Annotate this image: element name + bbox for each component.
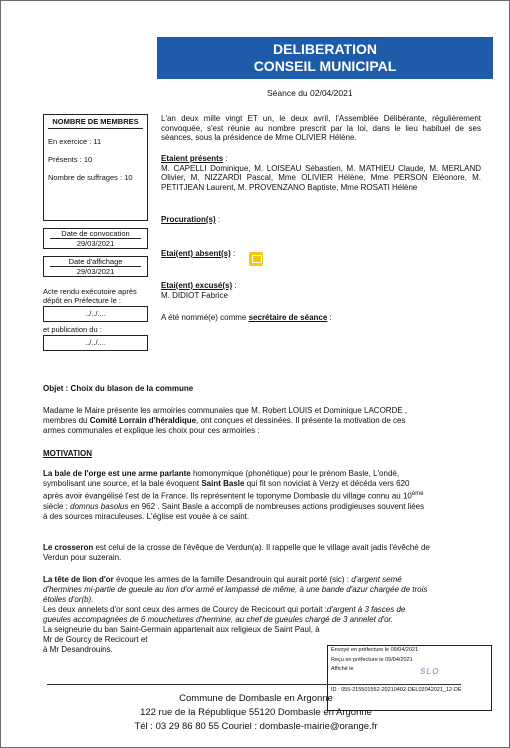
crosseron-line1 bbox=[43, 543, 479, 553]
lion-t4: Les deux annelets d'or sont ceux des armes de Courcy de Recicourt qui portait : bbox=[43, 605, 327, 614]
crosseron-line2: Verdun pour suzerain. bbox=[43, 553, 122, 562]
presents-list: M. CAPELLI Dominique, M. LOISEAU Sébastien, M. MATHIEU Claude, M. MERLAND Olivier, M. NIZZARDI Pascal, Mme OLIVIER Hélène, Mme PERSON Eléonore, M. PETITJEAN Laurent, M. PROVENZANO Baptiste, Mme ROSATI Hélène bbox=[161, 163, 481, 192]
bale-t4c: en 962 . Saint Basle a accompli de nombreuses actions prodigieuses souvent liées bbox=[128, 501, 425, 511]
motivation-heading bbox=[43, 449, 479, 459]
convocation-date: 29/03/2021 bbox=[76, 239, 115, 248]
footer-line2: 122 rue de la République 55120 Dombasle en Argonne bbox=[140, 707, 372, 718]
secretaire-prefix: A été nommé(e) comme bbox=[161, 313, 249, 322]
excuse-sep: : bbox=[232, 281, 237, 290]
comite-name: Comité Lorrain d'héraldique bbox=[89, 416, 197, 425]
bale-line3 bbox=[43, 489, 479, 502]
bale-bold: La bale de l'orge est une arme parlante bbox=[43, 469, 191, 478]
intro-paragraph: L'an deux mille vingt ET un, le deux avril, l'Assemblée Délibérante, régulièrement convoquée, s'est réunie au nombre prescrit par la loi, dans le lieu habituel de ses séances, sous la présidence de Mme OLIVIER Hélène. bbox=[161, 114, 481, 143]
bale-line4 bbox=[43, 502, 479, 512]
absent-sep: : bbox=[230, 249, 236, 258]
members-box bbox=[43, 114, 148, 221]
acte-text: Acte rendu exécutoire après dépôt en Préfecture le : bbox=[43, 287, 137, 305]
seance-date: Séance du 02/04/2021 bbox=[267, 88, 353, 98]
lion-line7: à Mr Desandrouins. bbox=[43, 645, 113, 654]
lion-line3: étoiles d'or(b). bbox=[43, 595, 94, 604]
presentation-paragraph bbox=[43, 406, 479, 436]
bale-line2 bbox=[43, 479, 479, 489]
deliberation-banner bbox=[157, 37, 493, 79]
bale-line1 bbox=[43, 469, 479, 479]
presents-section bbox=[161, 154, 481, 192]
bale-line5: à des sources miraculeuses. L'église est vouée à ce saint. bbox=[43, 511, 250, 521]
affichage-box bbox=[43, 256, 148, 277]
domnus-basolus: domnus basolus bbox=[70, 501, 129, 511]
stamp-affiche: Affiché le bbox=[331, 666, 354, 672]
procuration-section bbox=[161, 215, 481, 225]
footer-line1: Commune de Dombasle en Argonne bbox=[179, 693, 333, 704]
presentation-line1: Madame le Maire présente les armoiries communales que M. Robert LOUIS et Dominique LACORDE , bbox=[43, 406, 408, 415]
comment-icon[interactable] bbox=[249, 252, 263, 266]
crosseron-paragraph bbox=[43, 543, 479, 563]
presentation-line2 bbox=[43, 416, 479, 426]
lion-t1: évoque les armes de la famille Desandrouin qui aurait porté (sic) : bbox=[113, 575, 352, 584]
lion-line6: La seigneurie du ban Saint-Germain appartenait aux religieux de Saint Paul, à Mr de Gourcy de Recicourt et bbox=[43, 625, 320, 644]
convocation-label: Date de convocation bbox=[50, 229, 141, 239]
stamp-recu: Reçu en préfecture le 09/04/2021 bbox=[331, 656, 413, 663]
lion-paragraph bbox=[43, 575, 479, 655]
members-presents: Présents : 10 bbox=[48, 155, 93, 164]
lion-bold: La tête de lion d'or bbox=[43, 575, 114, 584]
banner-title: DELIBERATION bbox=[273, 41, 377, 57]
slo-logo: SLO bbox=[420, 667, 440, 676]
saint-basle: Saint Basle bbox=[201, 479, 245, 488]
secretaire-section bbox=[161, 313, 481, 323]
convocation-box bbox=[43, 228, 148, 249]
presentation-line3: armes communales et explique les choix pour ces armoiries : bbox=[43, 426, 260, 435]
members-en-exercice: En exercice : 11 bbox=[48, 137, 102, 146]
footer-line3: Tél : 03 29 86 80 55 Couriel : dombasle-mairie@orange.fr bbox=[134, 721, 378, 732]
publication-label: et publication du : bbox=[43, 325, 102, 334]
presentation-line2c: , ont conçues et dessinées. Il présente la motivation de ces bbox=[196, 416, 406, 425]
lion-t1i: d'argent semé bbox=[351, 575, 402, 584]
objet-line: Objet : Choix du blason de la commune bbox=[43, 384, 194, 393]
absent-label: Etai(ent) absent(s) bbox=[161, 249, 231, 258]
stamp-id: ID : 055-215501552-20210402-DEL02042021_12-DE bbox=[331, 686, 462, 693]
bale-t1: homonymique (phonétique) pour le prénom Basle, L'ondé, bbox=[190, 469, 400, 478]
presents-label: Etaient présents bbox=[161, 154, 224, 163]
depot-date-box: ../../.... bbox=[43, 306, 148, 322]
publication-date-box: ../../.... bbox=[43, 335, 148, 351]
lion-line2: d'hermines mi-partie de gueule au lion d'or armé et lampassé de même, à une bande d'azur chargée de trois bbox=[43, 585, 428, 594]
crosseron-bold: Le crosseron bbox=[43, 543, 94, 552]
bale-t2a: symbolisant une source, et la bale évoquent bbox=[43, 479, 202, 488]
footer-divider bbox=[47, 684, 461, 685]
secretaire-sep: : bbox=[327, 313, 332, 322]
banner-subtitle: CONSEIL MUNICIPAL bbox=[253, 58, 397, 74]
procuration-label: Procuration(s) bbox=[161, 215, 216, 224]
presents-sep: : bbox=[223, 154, 228, 163]
bale-paragraph bbox=[43, 469, 479, 522]
motivation-title: MOTIVATION bbox=[43, 449, 93, 458]
secretaire-label: secrétaire de séance bbox=[248, 313, 328, 322]
lion-line5: gueules accompagnées de 6 mouchetures d'hermine, au chef de gueules chargé de 3 annelet d'or. bbox=[43, 615, 394, 624]
lion-t4i: d'argent à 3 fasces de bbox=[326, 605, 406, 614]
bale-t2c: qui fit son noviciat à Verzy et décéda vers 620 bbox=[244, 479, 410, 488]
absent-section bbox=[161, 249, 481, 259]
lion-line1 bbox=[43, 575, 479, 585]
members-title: NOMBRE DE MEMBRES bbox=[48, 117, 143, 129]
lion-line4 bbox=[43, 605, 479, 615]
affichage-label: Date d'affichage bbox=[50, 257, 141, 267]
bale-t3a: après avoir évangélisé l'est de la France. Ils représentent le toponyme Dombasle du village connu au 10 bbox=[43, 491, 412, 501]
presentation-line2a: membres du bbox=[43, 416, 90, 425]
excuse-section bbox=[161, 281, 481, 300]
affichage-date: 29/03/2021 bbox=[76, 267, 115, 276]
excuse-label: Etai(ent) excusé(s) bbox=[161, 281, 233, 290]
bale-t4a: siècle : bbox=[43, 501, 71, 511]
excuse-names: M. DIDIOT Fabrice bbox=[161, 290, 228, 300]
stamp-envoye: Envoyé en préfecture le 09/04/2021 bbox=[331, 647, 419, 653]
crosseron-t1: est celui de la crosse de l'évêque de Verdun(a). Il rappelle que le village avait jadis l'évêché de bbox=[93, 543, 430, 552]
bale-sup: ème bbox=[411, 491, 424, 497]
members-suffrages: Nombre de suffrages : 10 bbox=[48, 173, 133, 182]
procuration-sep: : bbox=[215, 215, 221, 224]
